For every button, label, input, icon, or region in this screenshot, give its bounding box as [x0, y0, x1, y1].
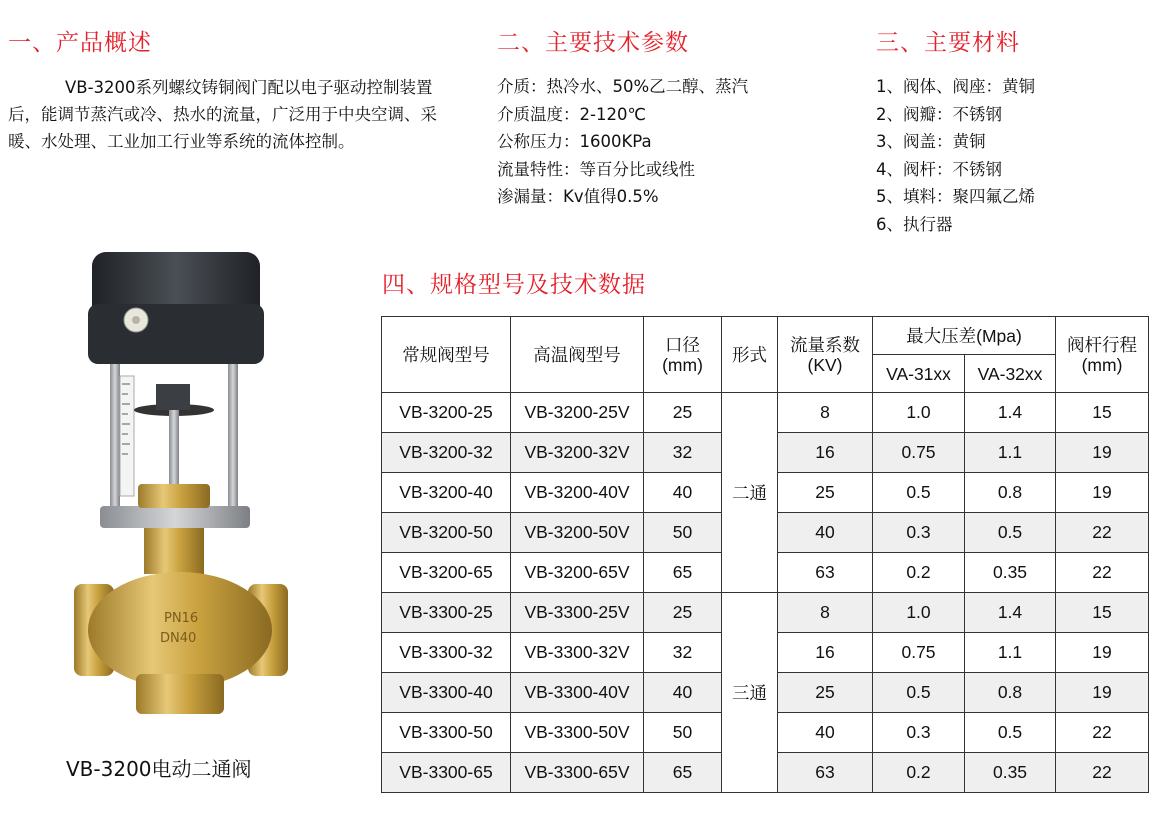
- cell-diameter: 40: [644, 673, 722, 713]
- cell-diameter: 32: [644, 633, 722, 673]
- cell-va31: 1.0: [873, 393, 965, 433]
- cell-diameter: 65: [644, 553, 722, 593]
- cell-normal-model: VB-3300-25: [382, 593, 511, 633]
- cell-kv: 25: [778, 473, 873, 513]
- cell-high-temp-model: VB-3200-32V: [511, 433, 644, 473]
- cell-va31: 0.2: [873, 553, 965, 593]
- cell-kv: 16: [778, 433, 873, 473]
- materials-item: 4、阀杆：不锈钢: [876, 159, 1002, 179]
- cell-kv: 40: [778, 513, 873, 553]
- header-max-pressure: 最大压差(Mpa): [873, 317, 1056, 355]
- cell-diameter: 65: [644, 753, 722, 793]
- cell-high-temp-model: VB-3300-40V: [511, 673, 644, 713]
- yoke-right: [228, 364, 238, 514]
- cell-high-temp-model: VB-3200-25V: [511, 393, 644, 433]
- cell-high-temp-model: VB-3200-50V: [511, 513, 644, 553]
- header-flow-unit: (KV): [807, 354, 843, 375]
- header-va31: VA-31xx: [873, 355, 965, 393]
- cell-va31: 0.5: [873, 473, 965, 513]
- bonnet-bracket: [100, 506, 250, 528]
- dn-marking: DN40: [160, 631, 197, 646]
- cell-va32: 0.5: [965, 713, 1056, 753]
- materials-item: 3、阀盖：黄铜: [876, 132, 986, 151]
- cell-stroke: 19: [1056, 433, 1149, 473]
- cell-high-temp-model: VB-3200-40V: [511, 473, 644, 513]
- materials-list: [876, 73, 1035, 238]
- bonnet-neck: [144, 528, 204, 574]
- cell-diameter: 25: [644, 393, 722, 433]
- yoke-left: [110, 364, 120, 514]
- cell-kv: 8: [778, 393, 873, 433]
- overview-text: [8, 74, 448, 155]
- header-diameter: [644, 317, 722, 393]
- pn-marking: PN16: [164, 611, 199, 626]
- cell-normal-model: VB-3300-50: [382, 713, 511, 753]
- cell-va31: 0.75: [873, 433, 965, 473]
- cell-normal-model: VB-3300-40: [382, 673, 511, 713]
- cell-normal-model: VB-3200-50: [382, 513, 511, 553]
- params-item: 介质：热冷水、50%乙二醇、蒸汽: [497, 77, 749, 96]
- materials-item: 1、阀体、阀座：黄铜: [876, 77, 1035, 96]
- cell-stroke: 22: [1056, 513, 1149, 553]
- params-item: 介质温度：2-120℃: [497, 104, 646, 124]
- materials-item: 6、执行器: [876, 214, 953, 234]
- cell-diameter: 25: [644, 593, 722, 633]
- cell-kv: 25: [778, 673, 873, 713]
- spec-heading: 四、规格型号及技术数据: [382, 272, 646, 298]
- cell-kv: 8: [778, 593, 873, 633]
- cell-stroke: 19: [1056, 473, 1149, 513]
- cell-va32: 0.35: [965, 553, 1056, 593]
- cell-high-temp-model: VB-3200-65V: [511, 553, 644, 593]
- header-diameter-unit: (mm): [662, 354, 703, 375]
- cell-diameter: 32: [644, 433, 722, 473]
- cell-va32: 0.5: [965, 513, 1056, 553]
- spec-table: [381, 316, 1149, 793]
- cell-stroke: 22: [1056, 753, 1149, 793]
- cell-high-temp-model: VB-3300-50V: [511, 713, 644, 753]
- cell-normal-model: VB-3200-65: [382, 553, 511, 593]
- header-diameter-label: 口径: [665, 334, 700, 355]
- valve-body: [88, 572, 272, 688]
- cell-normal-model: VB-3200-25: [382, 393, 511, 433]
- materials-item: 5、填料：聚四氟乙烯: [876, 187, 1035, 206]
- header-stroke-unit: (mm): [1081, 354, 1123, 375]
- cell-high-temp-model: VB-3300-32V: [511, 633, 644, 673]
- header-form: 形式: [722, 317, 778, 393]
- params-item: 流量特性：等百分比或线性: [497, 159, 695, 179]
- cell-stroke: 19: [1056, 633, 1149, 673]
- cell-high-temp-model: VB-3300-25V: [511, 593, 644, 633]
- cell-normal-model: VB-3200-40: [382, 473, 511, 513]
- cell-va31: 0.2: [873, 753, 965, 793]
- materials-item: 2、阀瓣：不锈钢: [876, 104, 1002, 124]
- bottom-port: [136, 674, 224, 714]
- cell-va32: 0.35: [965, 753, 1056, 793]
- cell-va31: 0.3: [873, 713, 965, 753]
- cell-va32: 0.8: [965, 673, 1056, 713]
- cell-stroke: 19: [1056, 673, 1149, 713]
- cell-stroke: 15: [1056, 393, 1149, 433]
- params-list: [497, 73, 748, 211]
- cell-va31: 0.5: [873, 673, 965, 713]
- cell-normal-model: VB-3300-32: [382, 633, 511, 673]
- cell-va32: 1.4: [965, 593, 1056, 633]
- header-va32: VA-32xx: [965, 355, 1056, 393]
- table-row: [382, 593, 1149, 633]
- cell-normal-model: VB-3300-65: [382, 753, 511, 793]
- materials-heading: 三、主要材料: [876, 30, 1020, 56]
- cell-stroke: 22: [1056, 713, 1149, 753]
- cell-diameter: 40: [644, 473, 722, 513]
- header-high-temp-model: 高温阀型号: [511, 317, 644, 393]
- overview-heading: 一、产品概述: [8, 30, 152, 56]
- header-stroke-label: 阀杆行程: [1067, 334, 1137, 355]
- header-normal-model: 常规阀型号: [382, 317, 511, 393]
- header-stroke: [1056, 317, 1149, 393]
- params-heading: 二、主要技术参数: [497, 30, 689, 56]
- cell-va32: 1.1: [965, 633, 1056, 673]
- overview-text-body: VB-3200系列螺纹铸铜阀门配以电子驱动控制装置后，能调节蒸汽或冷、热水的流量，广泛用于中央空调、采暖、水处理、工业加工行业等系统的流体控制。: [8, 78, 437, 151]
- params-item: 公称压力：1600KPa: [497, 132, 652, 151]
- cell-va32: 1.4: [965, 393, 1056, 433]
- cell-va32: 0.8: [965, 473, 1056, 513]
- cell-stroke: 22: [1056, 553, 1149, 593]
- cell-va31: 0.3: [873, 513, 965, 553]
- header-flow-label: 流量系数: [790, 334, 860, 355]
- cell-stroke: 15: [1056, 593, 1149, 633]
- cell-kv: 40: [778, 713, 873, 753]
- valve-product-image: [60, 244, 300, 744]
- cell-form-two-way: 二通: [722, 393, 778, 593]
- cell-kv: 63: [778, 553, 873, 593]
- cell-high-temp-model: VB-3300-65V: [511, 753, 644, 793]
- header-flow: [778, 317, 873, 393]
- cell-va32: 1.1: [965, 433, 1056, 473]
- cell-diameter: 50: [644, 713, 722, 753]
- actuator-base: [88, 304, 264, 364]
- table-row: [382, 393, 1149, 433]
- cell-normal-model: VB-3200-32: [382, 433, 511, 473]
- cell-va31: 0.75: [873, 633, 965, 673]
- cell-form-three-way: 三通: [722, 593, 778, 793]
- cell-kv: 63: [778, 753, 873, 793]
- packing-nut: [138, 484, 210, 508]
- cell-kv: 16: [778, 633, 873, 673]
- cell-va31: 1.0: [873, 593, 965, 633]
- cell-diameter: 50: [644, 513, 722, 553]
- product-caption: VB-3200电动二通阀: [66, 757, 252, 781]
- params-item: 渗漏量：Kv值得0.5%: [497, 187, 659, 206]
